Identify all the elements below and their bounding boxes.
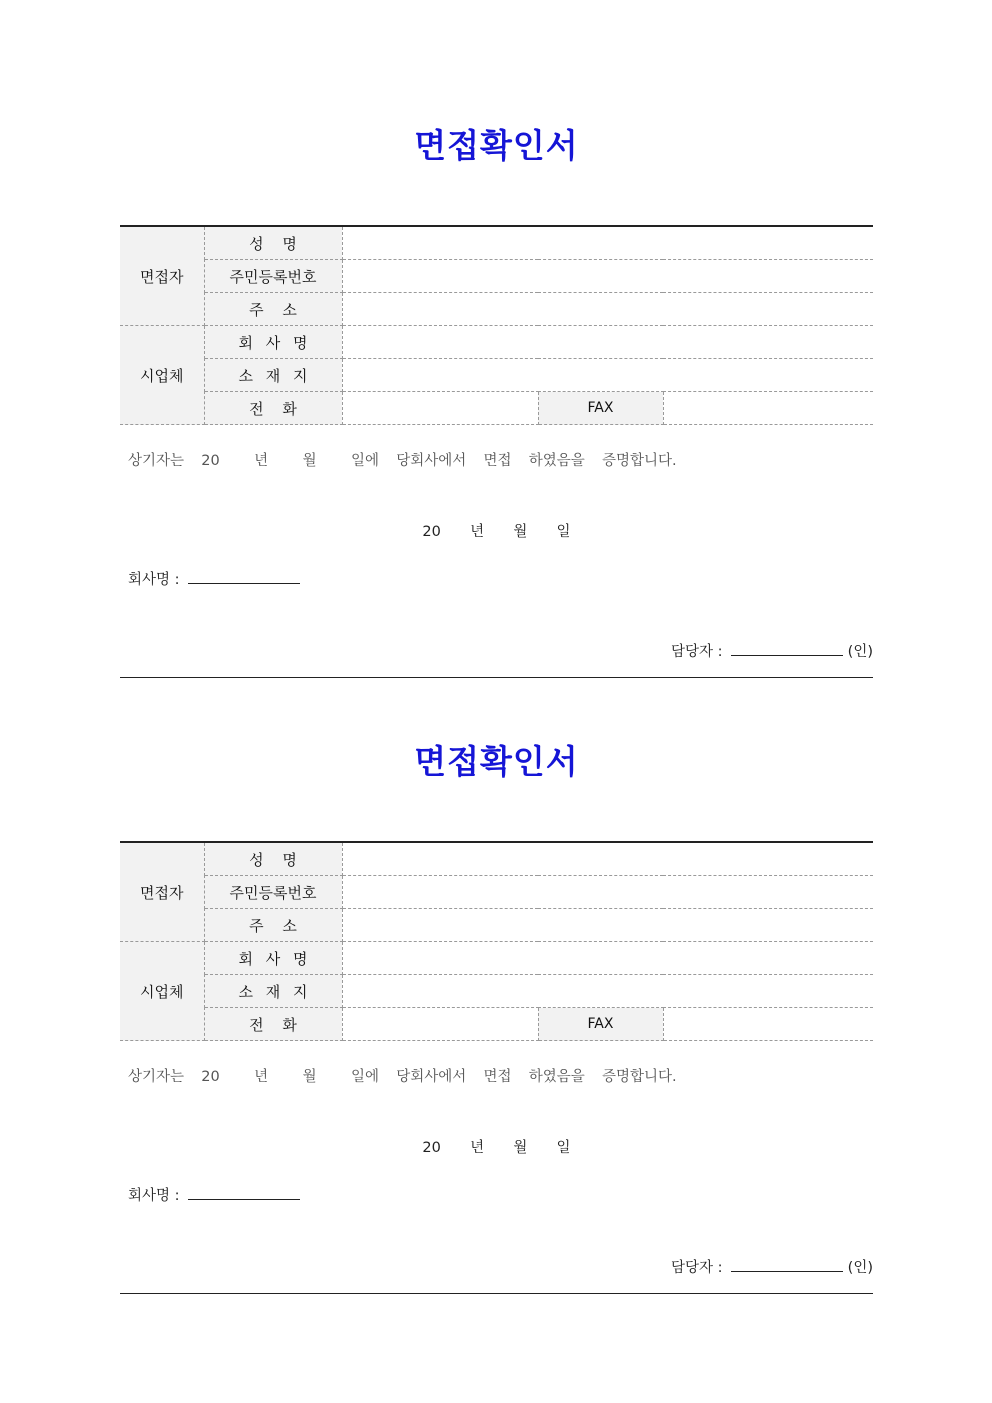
fax-field[interactable]	[663, 1008, 873, 1041]
manager-sign-blank[interactable]	[731, 640, 843, 656]
location-field[interactable]	[342, 359, 873, 392]
manager-signature-line	[671, 1256, 873, 1277]
applicant-group-label: 면접자	[120, 842, 204, 942]
company-signature-line	[128, 568, 300, 589]
fax-label: FAX	[538, 1008, 663, 1041]
bottom-divider	[120, 1293, 873, 1294]
company-group-label: 시업체	[120, 942, 204, 1041]
name-label: 성 명	[204, 226, 342, 260]
resident-number-field[interactable]	[342, 876, 873, 909]
company-name-field[interactable]	[342, 942, 873, 975]
location-label: 소 재 지	[204, 359, 342, 392]
resident-number-field[interactable]	[342, 260, 873, 293]
phone-field[interactable]	[342, 1008, 538, 1041]
phone-label: 전 화	[204, 392, 342, 425]
certification-statement: 상기자는 20 년 월 일에 당회사에서 면접 하였음을 증명합니다.	[128, 453, 677, 469]
company-name-field[interactable]	[342, 326, 873, 359]
applicant-group-label: 면접자	[120, 226, 204, 326]
address-label: 주 소	[204, 293, 342, 326]
company-sign-blank[interactable]	[188, 1184, 300, 1200]
manager-label: 담당자 :	[670, 644, 723, 660]
bottom-divider	[120, 677, 873, 678]
name-label: 성 명	[204, 842, 342, 876]
phone-field[interactable]	[342, 392, 538, 425]
certification-statement: 상기자는 20 년 월 일에 당회사에서 면접 하였음을 증명합니다.	[128, 1069, 677, 1085]
fax-label: FAX	[538, 392, 663, 425]
name-field[interactable]	[342, 842, 873, 876]
company-sign-label: 회사명 :	[128, 572, 180, 588]
company-sign-label: 회사명 :	[128, 1188, 180, 1204]
seal-label: (인)	[847, 644, 873, 660]
phone-label: 전 화	[204, 1008, 342, 1041]
manager-label: 담당자 :	[670, 1260, 723, 1276]
issue-date: 20 년 월 일	[422, 524, 571, 540]
location-label: 소 재 지	[204, 975, 342, 1008]
address-label: 주 소	[204, 909, 342, 942]
company-signature-line	[128, 1184, 300, 1205]
company-name-label: 회 사 명	[204, 942, 342, 975]
address-field[interactable]	[342, 293, 873, 326]
resident-number-label: 주민등록번호	[204, 260, 342, 293]
resident-number-label: 주민등록번호	[204, 876, 342, 909]
seal-label: (인)	[847, 1260, 873, 1276]
interview-confirmation-form	[120, 100, 873, 680]
info-table	[120, 841, 873, 1041]
form-title: 면접확인서	[414, 126, 579, 165]
info-table	[120, 225, 873, 425]
manager-sign-blank[interactable]	[731, 1256, 843, 1272]
issue-date: 20 년 월 일	[422, 1140, 571, 1156]
company-group-label: 시업체	[120, 326, 204, 425]
fax-field[interactable]	[663, 392, 873, 425]
manager-signature-line	[671, 640, 873, 661]
company-sign-blank[interactable]	[188, 568, 300, 584]
name-field[interactable]	[342, 226, 873, 260]
interview-confirmation-form	[120, 716, 873, 1296]
address-field[interactable]	[342, 909, 873, 942]
form-title: 면접확인서	[414, 742, 579, 781]
company-name-label: 회 사 명	[204, 326, 342, 359]
location-field[interactable]	[342, 975, 873, 1008]
